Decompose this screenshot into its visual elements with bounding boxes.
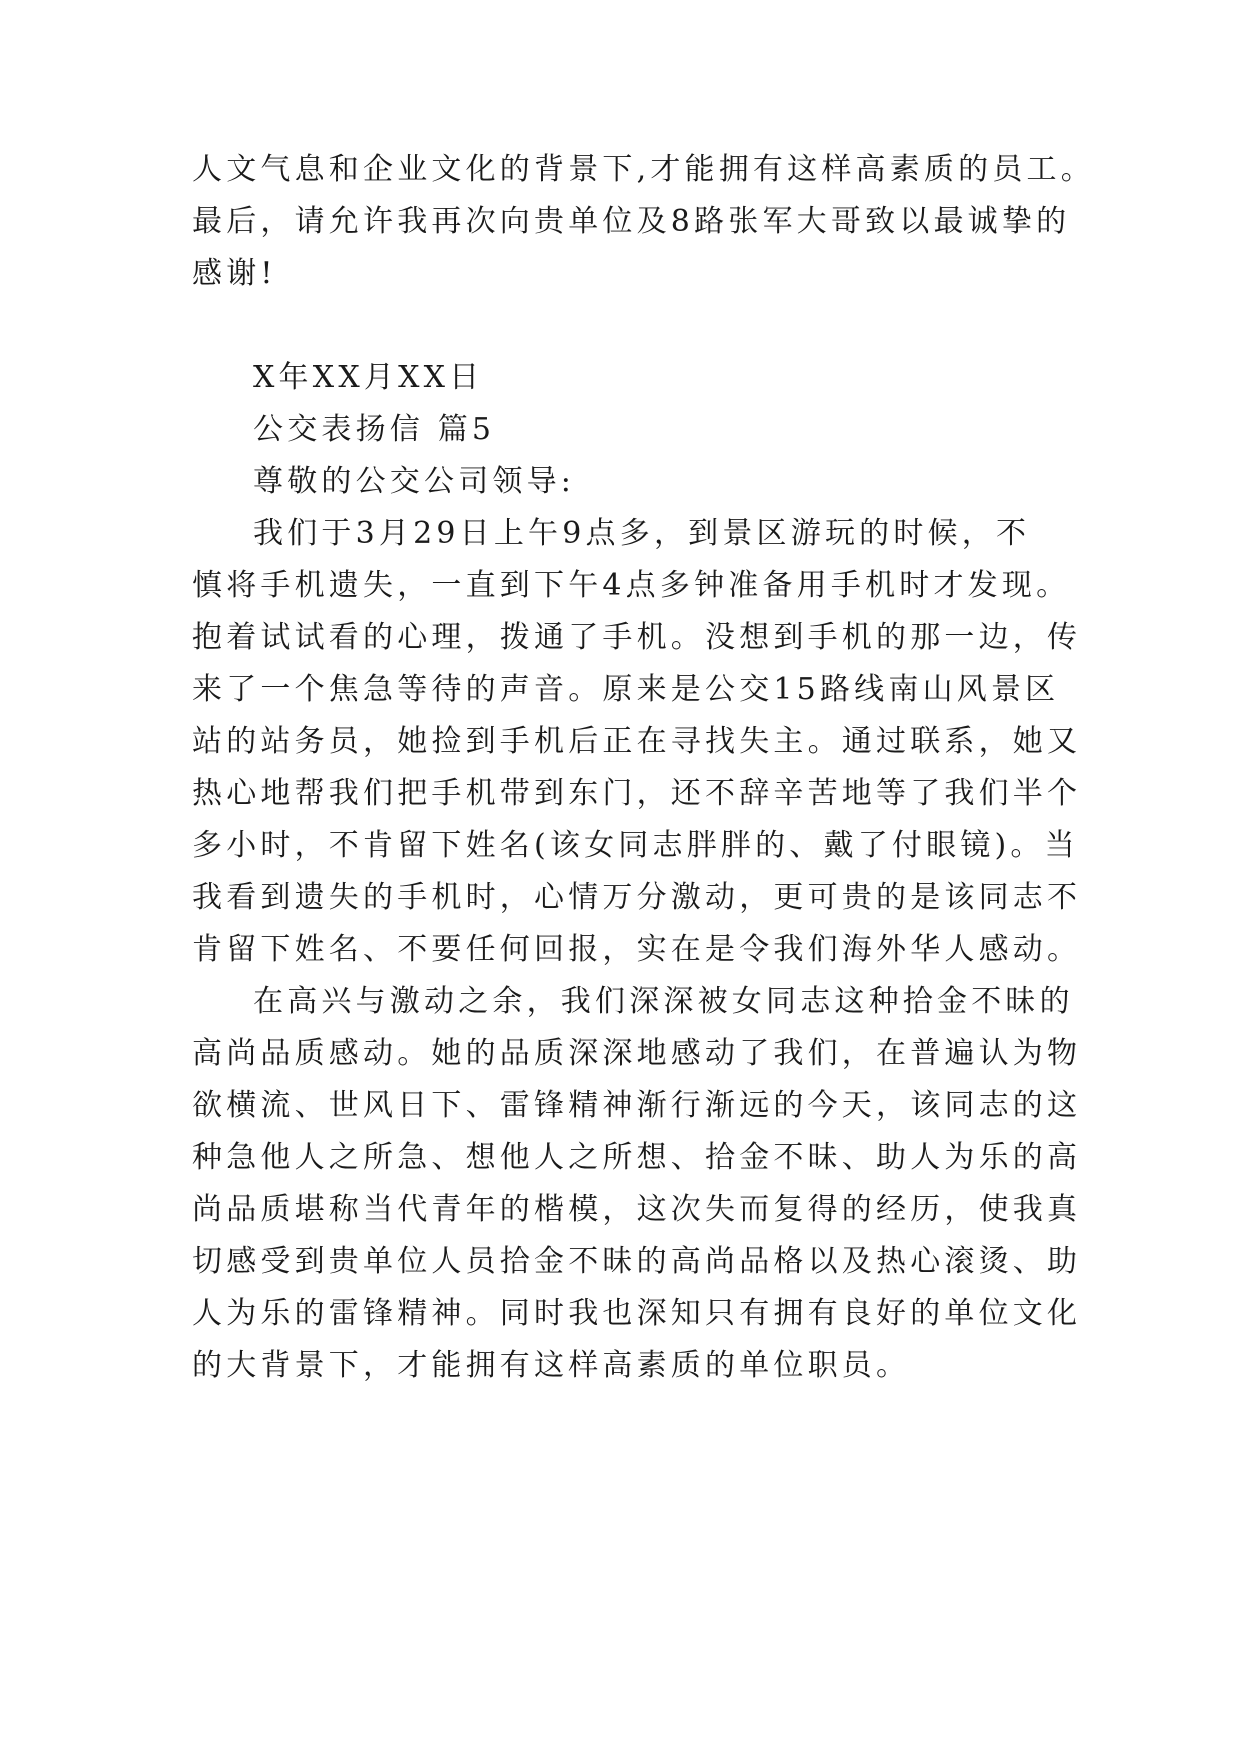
- paragraph1-line-5: 站的站务员，她捡到手机后正在寻找失主。通过联系，她又: [192, 724, 1082, 759]
- letter-date: X年XX月XX日: [253, 360, 484, 395]
- paragraph2-line-5: 尚品质堪称当代青年的楷模，这次失而复得的经历，使我真: [192, 1192, 1082, 1227]
- paragraph1-line-2: 慎将手机遗失，一直到下午4点多钟准备用手机时才发现。: [192, 568, 1071, 603]
- paragraph2-line-6: 切感受到贵单位人员拾金不昧的高尚品格以及热心滚烫、助: [192, 1244, 1082, 1279]
- paragraph1-line-4: 来了一个焦急等待的声音。原来是公交15路线南山风景区: [192, 672, 1060, 707]
- paragraph1-line-1: 我们于3月29日上午9点多，到景区游玩的时候，不: [253, 516, 1031, 551]
- paragraph1-line-3: 抱着试试看的心理，拨通了手机。没想到手机的那一边，传: [192, 620, 1082, 655]
- closing-line-2: 最后，请允许我再次向贵单位及8路张军大哥致以最诚挚的: [192, 204, 1071, 239]
- letter-title: 公交表扬信 篇5: [253, 412, 496, 447]
- paragraph2-line-8: 的大背景下，才能拥有这样高素质的单位职员。: [192, 1348, 911, 1383]
- paragraph1-line-7: 多小时，不肯留下姓名(该女同志胖胖的、戴了付眼镜)。当: [192, 828, 1079, 863]
- paragraph1-line-8: 我看到遗失的手机时，心情万分激动，更可贵的是该同志不: [192, 880, 1082, 915]
- paragraph2-line-3: 欲横流、世风日下、雷锋精神渐行渐远的今天，该同志的这: [192, 1088, 1082, 1123]
- paragraph2-line-4: 种急他人之所急、想他人之所想、拾金不昧、助人为乐的高: [192, 1140, 1082, 1175]
- closing-line-3: 感谢!: [192, 256, 277, 291]
- letter-salutation: 尊敬的公交公司领导:: [253, 464, 576, 499]
- paragraph2-line-1: 在高兴与激动之余，我们深深被女同志这种拾金不昧的: [253, 984, 1074, 1019]
- paragraph1-line-6: 热心地帮我们把手机带到东门，还不辞辛苦地等了我们半个: [192, 776, 1082, 811]
- closing-line-1: 人文气息和企业文化的背景下,才能拥有这样高素质的员工。: [192, 152, 1095, 187]
- paragraph2-line-7: 人为乐的雷锋精神。同时我也深知只有拥有良好的单位文化: [192, 1296, 1082, 1331]
- paragraph1-line-9: 肯留下姓名、不要任何回报，实在是令我们海外华人感动。: [192, 932, 1082, 967]
- paragraph2-line-2: 高尚品质感动。她的品质深深地感动了我们，在普遍认为物: [192, 1036, 1082, 1071]
